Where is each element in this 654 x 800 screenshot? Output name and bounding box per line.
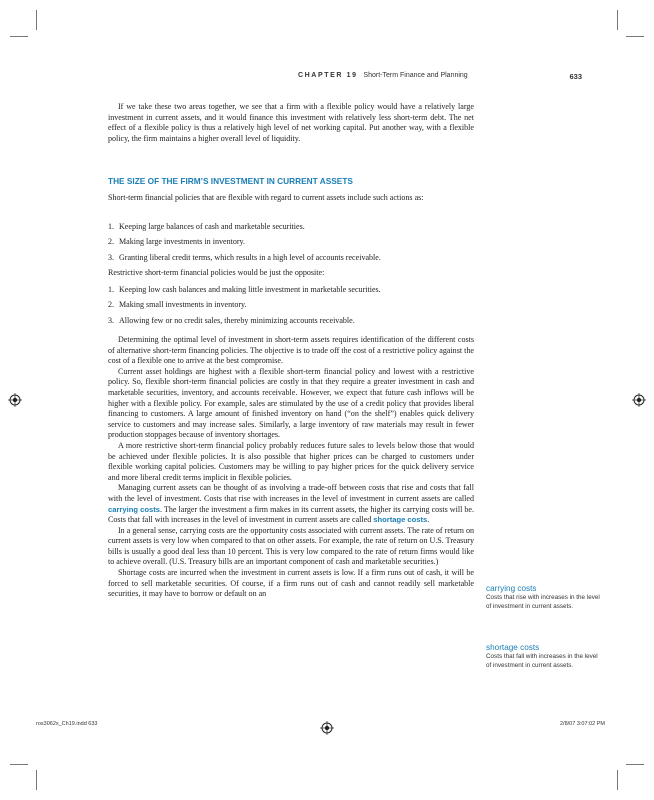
glossary-entry (486, 584, 604, 611)
slug-filename: ros3062x_Ch19.indd 633 (36, 721, 98, 727)
glossary-definition: Costs that rise with increases in the level of investment in current assets. (486, 594, 600, 610)
restrictive-list (108, 285, 474, 331)
crop-mark (10, 36, 28, 37)
flexible-intro: Short-term financial policies that are flexible with regard to current assets include such actions as: (108, 193, 424, 202)
body-paragraph: Shortage costs are incurred when the investment in current assets is low. If a firm runs out of cash, it will be forced to sell marketable securities. Of course, if a firm runs out of cash and cannot readily sell marketable securities, it may have to borrow or default on an (108, 568, 474, 599)
list-item: 3. Granting liberal credit terms, which results in a high level of accounts receivable. (108, 252, 381, 262)
glossary-term: carrying costs (486, 584, 537, 593)
body-text (108, 335, 474, 600)
crop-mark (36, 10, 37, 30)
page-number: 633 (569, 72, 582, 81)
slug-timestamp: 2/8/07 3:07:02 PM (560, 721, 605, 727)
body-paragraph: Managing current assets can be thought of as involving a trade-off between costs that rise and costs that fall with the level of investment. Costs that rise with increases in the level of investment in current assets are called carrying costs. The larger the investment a firm makes in its current assets, the higher its carrying costs will be. Costs that fall with increases in the level of investment in current assets are called shortage costs. (108, 483, 474, 525)
running-head (298, 72, 582, 84)
restrictive-intro: Restrictive short-term financial policies would be just the opposite: (108, 268, 325, 277)
body-paragraph: Determining the optimal level of investment in short-term assets requires identification of the different costs of alternative short-term financing policies. The objective is to trade off the cost of a restrictive policy against the cost of a flexible one to arrive at the best compromise. (108, 335, 474, 366)
registration-mark-icon (320, 721, 334, 735)
intro-paragraph: If we take these two areas together, we see that a firm with a flexible policy would have a relatively large investment in current assets, and it would finance this investment with relatively less short-term debt. The net effect of a flexible policy is thus a relatively high level of net working capital. Put another way, with a flexible policy, the firm maintains a higher overall level of liquidity. (108, 102, 474, 143)
crop-mark (36, 770, 37, 790)
list-item: 3. Allowing few or no credit sales, thereby minimizing accounts receivable. (108, 315, 355, 325)
list-item: 2. Making large investments in inventory. (108, 237, 246, 247)
registration-mark-icon (632, 393, 646, 407)
key-term-shortage-costs: shortage costs (373, 515, 428, 525)
flexible-intro-block (108, 193, 474, 204)
crop-mark (626, 36, 644, 37)
chapter-label: CHAPTER 19 (298, 72, 358, 79)
flexible-list (108, 222, 474, 268)
registration-mark-icon (8, 393, 22, 407)
body-paragraph: A more restrictive short-term financial policy probably reduces future sales to levels below those that would be achieved under flexible policies. It is also possible that higher prices can be charged to customers under flexible working capital policies. Customers may be willing to pay higher prices for the quick delivery service and more liberal credit terms implicit in flexible policies. (108, 440, 474, 482)
key-term-carrying-costs: carrying costs (108, 504, 160, 514)
chapter-title: Short-Term Finance and Planning (363, 72, 468, 79)
glossary-entry (486, 643, 604, 670)
body-paragraph: In a general sense, carrying costs are the opportunity costs associated with current assets. The rate of return on current assets is very low when compared to that on other assets. For example, the rate of return on U.S. Treasury bills is usually a good deal less than 10 percent. This is very low compared to the rate of return firms would like to achieve overall. (U.S. Treasury bills are an important component of cash and marketable securities.) (108, 525, 474, 567)
crop-mark (626, 764, 644, 765)
list-item: 1. Keeping low cash balances and making little investment in marketable securities. (108, 285, 381, 294)
section-heading: THE SIZE OF THE FIRM’S INVESTMENT IN CURRENT ASSETS (108, 176, 353, 186)
glossary-term: shortage costs (486, 643, 540, 652)
list-item: 1. Keeping large balances of cash and marketable securities. (108, 222, 305, 231)
intro-block (108, 102, 474, 144)
body-paragraph: Current asset holdings are highest with a flexible short-term financial policy and lowest with a restrictive policy. So, flexible short-term financial policies are costly in that they require a greater investment in cash and marketable securities, inventory, and accounts receivable. However, we expect that future cash inflows will be higher with a flexible policy. For example, sales are stimulated by the use of a credit policy that provides liberal financing to customers. A large amount of finished inventory on hand (“on the shelf”) enables quick delivery service to customers and may increase sales. Similarly, a large inventory of raw materials may result in fewer production stoppages because of inventory shortages. (108, 366, 474, 440)
glossary-definition: Costs that fall with increases in the level of investment in current assets. (486, 653, 598, 669)
list-item: 2. Making small investments in inventory. (108, 300, 247, 310)
crop-mark (617, 10, 618, 30)
crop-mark (617, 770, 618, 790)
restrictive-intro-block (108, 268, 474, 279)
crop-mark (10, 764, 28, 765)
